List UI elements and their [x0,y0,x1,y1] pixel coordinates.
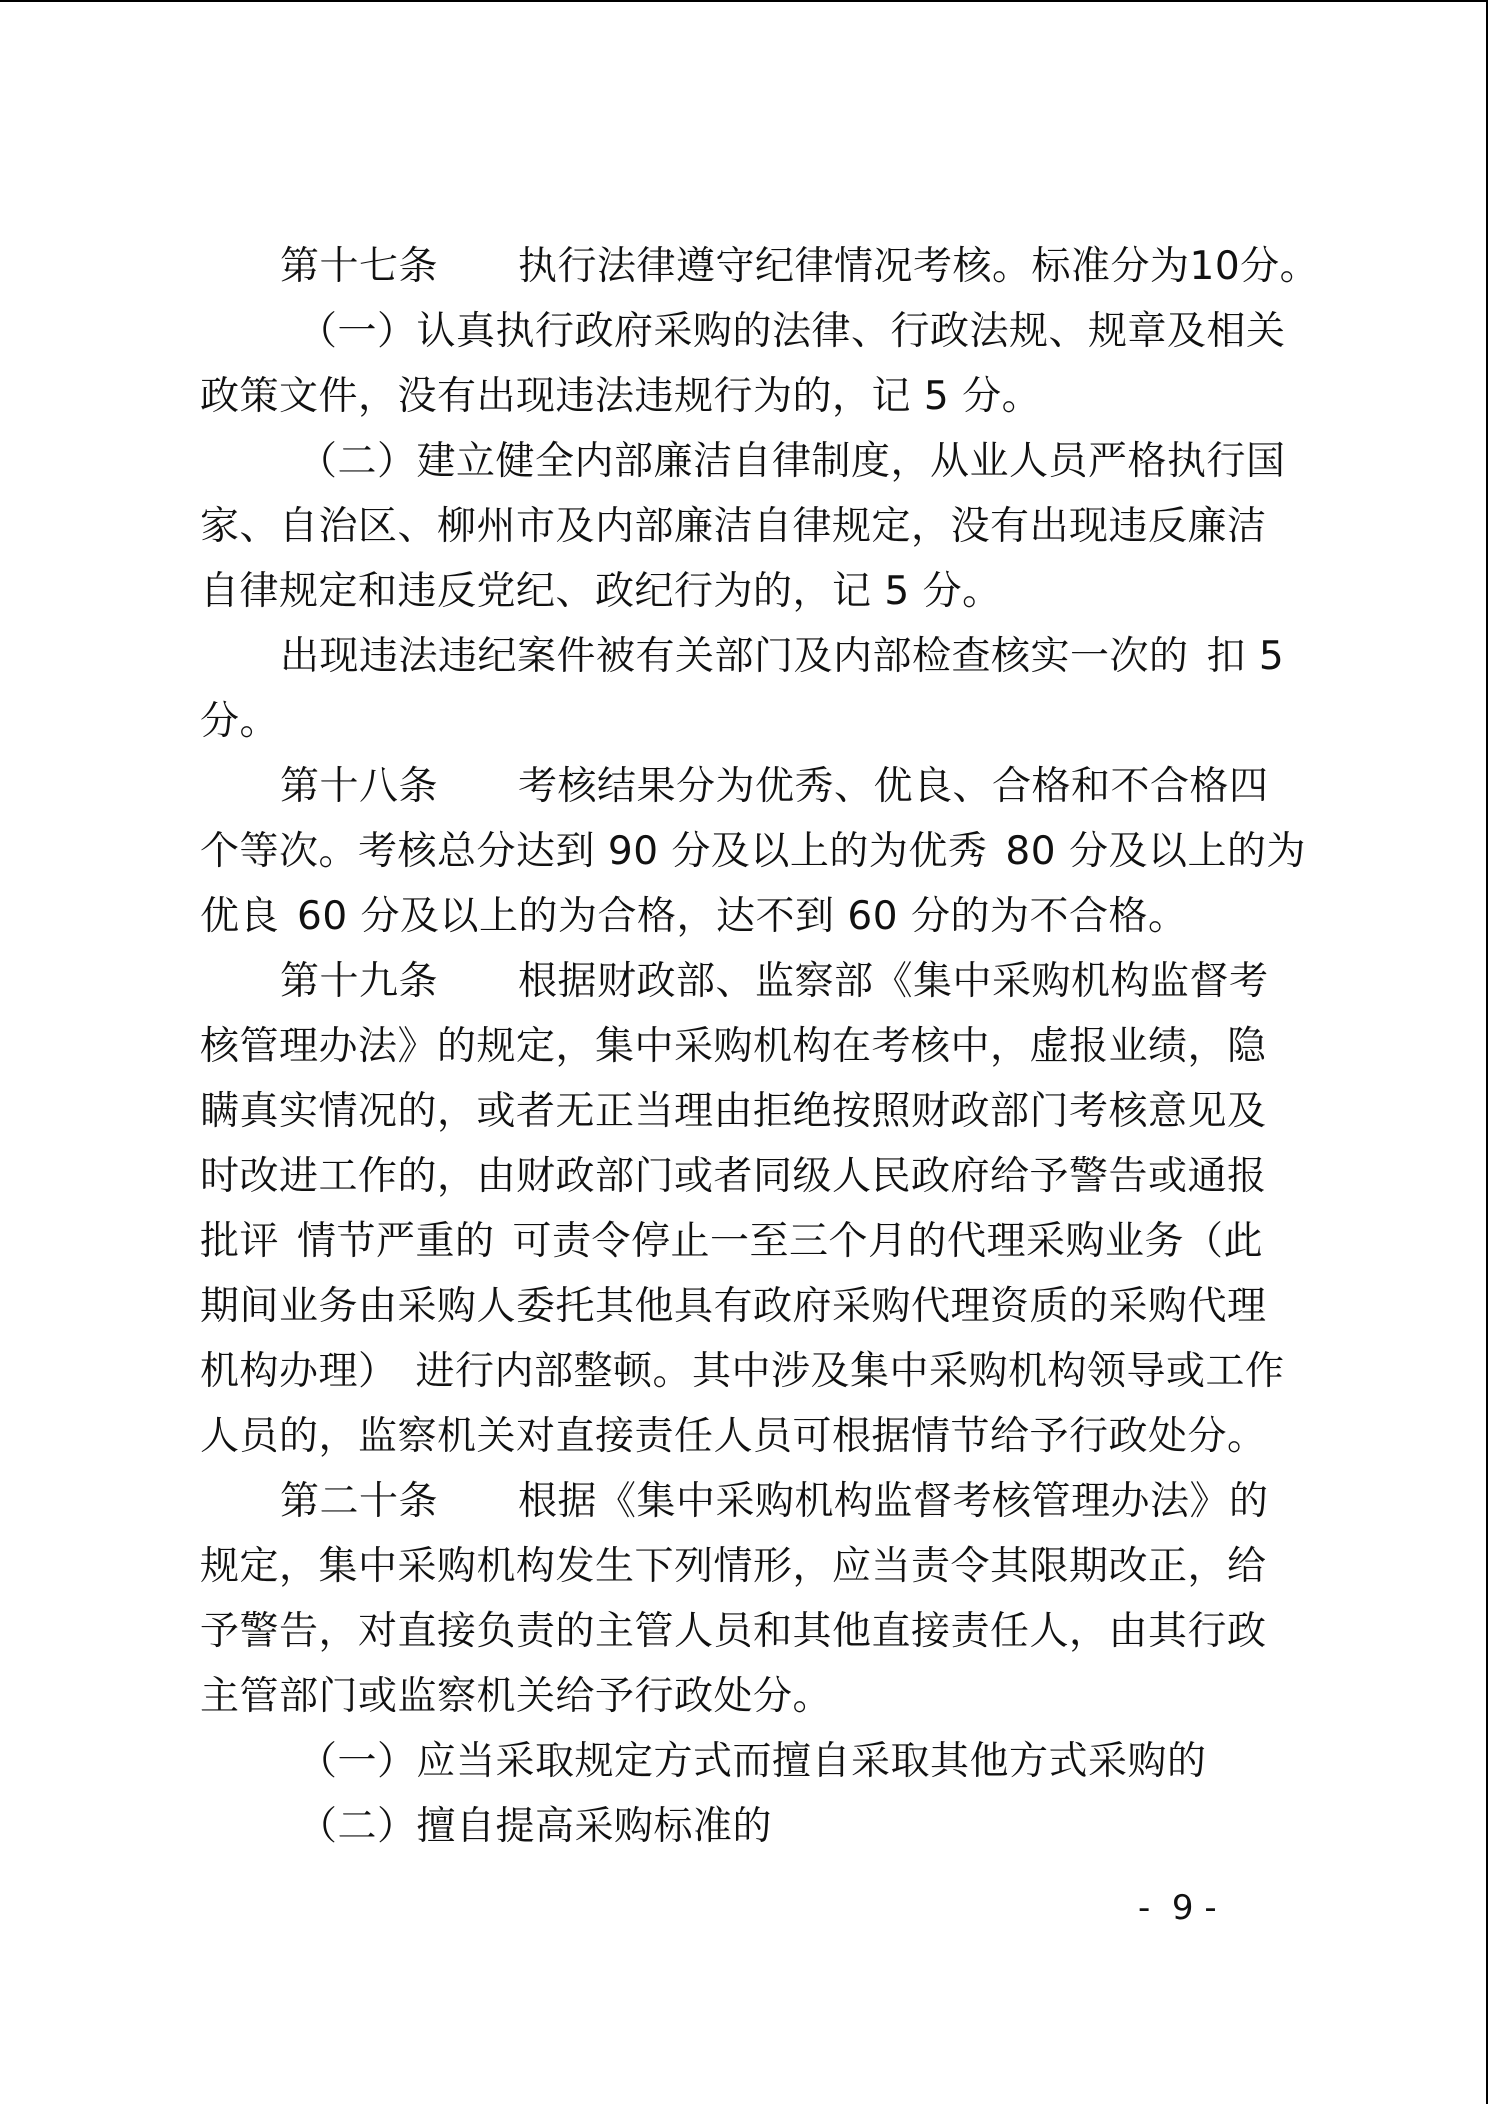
text-fragment: 优良 [200,894,280,939]
text-fragment: 进行内部整顿。其中涉及集中采购机构领导或工作 [415,1349,1285,1394]
text-fragment: 扣 5 [1206,634,1285,679]
text-line [200,624,1296,689]
article-text: 根据财政部、监察部《集中采购机构监督考 [518,959,1269,1004]
article-number: 第十八条 [280,764,439,809]
text-fragment: 机构办理） [200,1349,398,1394]
text-line: 瞒真实情况的，或者无正当理由拒绝按照财政部门考核意见及 [200,1089,1267,1134]
text-line: 政策文件，没有出现违法违规行为的，记 5 分。 [200,374,1042,419]
article-number: 第十九条 [280,959,439,1004]
text-fragment: 80 分及以上的为 [1005,829,1306,874]
text-line: 自律规定和违反党纪、政纪行为的，记 5 分。 [200,569,1002,614]
text-line: 家、自治区、柳州市及内部廉洁自律规定，没有出现违反廉洁 [200,504,1267,549]
article-text: 考核结果分为优秀、优良、合格和不合格四 [518,764,1269,809]
article-number: 第二十条 [280,1479,439,1524]
article-20-heading [200,1469,1296,1534]
text-line: （一）认真执行政府采购的法律、行政法规、规章及相关 [298,309,1286,354]
text-line: 主管部门或监察机关给予行政处分。 [200,1674,833,1719]
text-line: 时改进工作的，由财政部门或者同级人民政府给予警告或通报 [200,1154,1267,1199]
text-line: 人员的，监察机关对直接责任人员可根据情节给予行政处分。 [200,1414,1267,1459]
text-line: 核管理办法》的规定，集中采购机构在考核中，虚报业绩，隐 [200,1024,1267,1069]
text-line: 予警告，对直接负责的主管人员和其他直接责任人，由其行政 [200,1609,1267,1654]
text-fragment: 出现违法违纪案件被有关部门及内部检查核实一次的 [280,634,1189,679]
text-line: 期间业务由采购人委托其他具有政府采购代理资质的采购代理 [200,1284,1267,1329]
text-line [200,819,1306,884]
article-19-heading [200,949,1296,1014]
text-line: （二）擅自提高采购标准的 [298,1804,773,1849]
text-fragment: 个等次。考核总分达到 90 分及以上的为优秀 [200,829,988,874]
article-number: 第十七条 [280,244,439,289]
page-number: - 9 - [1138,1888,1217,1928]
text-line [200,1209,1296,1274]
text-line: 分。 [200,699,280,744]
text-fragment: 批评 [200,1219,280,1264]
text-line: （一）应当采取规定方式而擅自采取其他方式采购的 [298,1739,1207,1784]
page-top-edge [0,0,1488,2]
article-text: 根据《集中采购机构监督考核管理办法》的 [518,1479,1269,1524]
text-fragment: 可责令停止一至三个月的代理采购业务（此 [512,1219,1264,1264]
text-line [200,884,1296,949]
text-line: （二）建立健全内部廉洁自律制度，从业人员严格执行国 [298,439,1286,484]
text-fragment: 60 分及以上的为合格，达不到 60 分的为不合格。 [297,894,1188,939]
document-body [200,234,1320,1859]
article-17-heading [200,234,1320,299]
text-line [200,1339,1296,1404]
text-fragment: 情节严重的 [297,1219,495,1264]
article-text: 执行法律遵守纪律情况考核。标准分为10分。 [518,244,1320,289]
article-18-heading [200,754,1296,819]
text-line: 规定，集中采购机构发生下列情形，应当责令其限期改正，给 [200,1544,1267,1589]
